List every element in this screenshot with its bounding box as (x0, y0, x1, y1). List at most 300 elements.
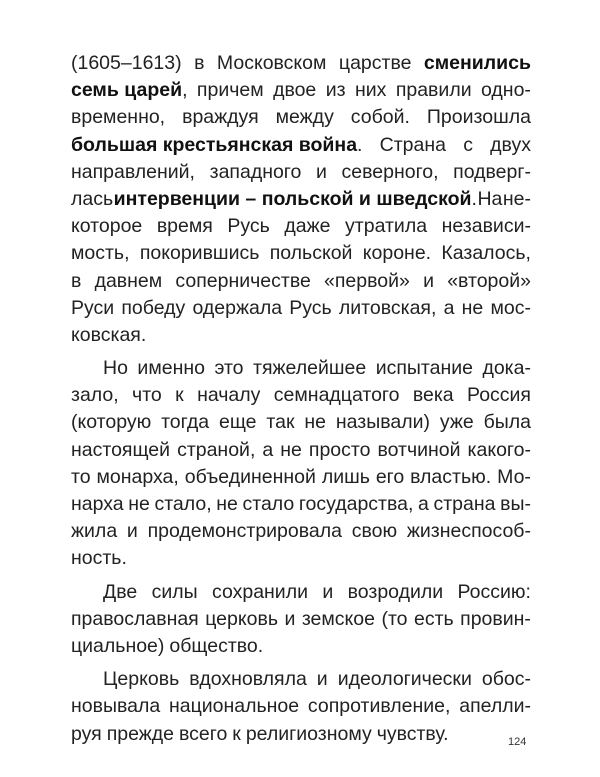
word-text: уже (439, 411, 474, 434)
word (137, 355, 205, 382)
text-line (71, 355, 531, 382)
word (462, 295, 484, 322)
word-text: свою (351, 520, 398, 543)
text-line (71, 464, 531, 491)
text-line (71, 268, 531, 295)
word-text: дока- (482, 357, 531, 380)
word-text: с (463, 133, 473, 156)
text-line (71, 437, 531, 464)
word (477, 186, 502, 213)
word-text: и (423, 269, 434, 292)
text-line (71, 322, 531, 349)
word-text: давнем (94, 269, 163, 292)
word (192, 295, 282, 322)
word-text: силы (151, 580, 198, 603)
word-text: не (280, 438, 302, 461)
word (262, 437, 273, 464)
text-line (71, 491, 531, 518)
word (284, 213, 330, 240)
word-text: , (182, 79, 188, 102)
word-text: Русь (227, 215, 270, 238)
word-text: ность. (71, 547, 127, 570)
paragraph (71, 666, 531, 748)
text-line (71, 579, 531, 606)
word-text: какого- (467, 438, 531, 461)
word-text: была (483, 411, 531, 434)
text-line (71, 633, 531, 660)
word (71, 409, 151, 436)
word (308, 693, 451, 720)
word (442, 213, 531, 240)
word-text: . (471, 187, 477, 210)
word-text: двое (273, 79, 317, 102)
word-text: На (477, 187, 503, 210)
word-text: нарха (71, 493, 124, 515)
word-text: Руси (71, 296, 115, 319)
word (380, 132, 446, 159)
word (140, 240, 260, 267)
word-text: стало, (154, 493, 212, 515)
word-text: что (132, 384, 162, 407)
word (182, 104, 259, 131)
word (351, 104, 410, 131)
word-text: одно- (481, 79, 531, 102)
word (205, 606, 278, 633)
word-text: польской (269, 242, 353, 265)
word (71, 186, 113, 213)
word-text: то (71, 465, 91, 488)
word (500, 491, 531, 518)
word-text: а (443, 296, 455, 319)
word-text: них (354, 79, 387, 102)
word (414, 606, 454, 633)
word (352, 518, 397, 545)
word-text: чувству. (376, 722, 449, 745)
word-text: соперничестве (175, 269, 311, 292)
word-text: стало (242, 493, 295, 515)
word (299, 491, 414, 518)
word (217, 50, 327, 77)
word (336, 409, 430, 436)
word (458, 579, 531, 606)
word (71, 268, 81, 295)
word (246, 721, 372, 748)
word (396, 77, 472, 104)
word-text: независи- (441, 215, 531, 238)
word (71, 545, 127, 572)
page-number: 124 (508, 736, 527, 748)
word (219, 409, 257, 436)
word-text: короне. (362, 242, 432, 265)
word-text: века (412, 384, 454, 407)
word (161, 409, 209, 436)
word (316, 159, 327, 186)
word-text: западного (209, 160, 302, 183)
word (121, 295, 185, 322)
word (410, 464, 491, 491)
word-text: жизнеспособ- (406, 520, 531, 543)
word-text: страной, (177, 438, 256, 461)
word (169, 633, 263, 660)
word (453, 159, 531, 186)
word-text: Но (103, 357, 128, 380)
word (127, 518, 138, 545)
word-text: одержала (192, 296, 283, 319)
word-text: из (325, 79, 346, 102)
word-text: северного, (341, 160, 439, 183)
word (152, 579, 198, 606)
word (71, 77, 188, 104)
word-text: именно (137, 357, 205, 380)
word (490, 132, 531, 159)
text-line (71, 77, 531, 104)
word-text: национальное (168, 695, 300, 718)
word (355, 77, 386, 104)
text-line (71, 295, 531, 322)
word (232, 721, 241, 748)
word-text: не- (502, 187, 531, 210)
word (440, 409, 474, 436)
word-text: двух (490, 133, 531, 156)
word (214, 355, 243, 382)
word (107, 721, 174, 748)
word-text: Произошла (426, 106, 531, 129)
word (71, 693, 160, 720)
word (447, 268, 531, 295)
word-text: Россия (467, 384, 531, 407)
word (179, 721, 227, 748)
word-text: в (194, 52, 205, 74)
word-text: страна (433, 493, 496, 515)
word-text: в (71, 269, 82, 292)
word-text: еще (219, 411, 257, 434)
word (71, 382, 119, 409)
word-text: новывала (71, 695, 161, 718)
word (413, 382, 454, 409)
word-text: которое (71, 215, 143, 238)
word (481, 77, 531, 104)
text-line (71, 382, 531, 409)
word-text: так (266, 411, 295, 434)
word (97, 464, 179, 491)
word (71, 104, 165, 131)
word (377, 437, 460, 464)
word (194, 50, 204, 77)
word (114, 186, 477, 213)
word-text: даже (284, 215, 331, 238)
word (338, 666, 472, 693)
word (482, 666, 531, 693)
word (441, 240, 531, 267)
text-line (71, 409, 531, 436)
bold-term: семь царей (71, 79, 183, 102)
word (210, 159, 302, 186)
word-text: Страна (379, 133, 446, 156)
text-line (71, 666, 531, 693)
word-text: и (316, 668, 328, 691)
word (339, 295, 437, 322)
word-text: мость, (71, 242, 130, 265)
word (322, 579, 333, 606)
word (304, 409, 326, 436)
word (71, 437, 170, 464)
word (324, 268, 410, 295)
text-line (71, 240, 531, 267)
word-text: Две (103, 580, 138, 603)
word-text: и (284, 607, 296, 630)
word-text: земское (301, 607, 375, 630)
word-text: всего (179, 722, 228, 745)
word (71, 633, 164, 660)
word-text: прежде (106, 722, 175, 745)
word (175, 268, 310, 295)
word (103, 579, 137, 606)
paragraph (71, 355, 531, 573)
word-text: руя (71, 722, 102, 745)
word-text: монарха, (96, 465, 179, 488)
word (71, 606, 199, 633)
word-text: православная (71, 607, 199, 630)
word (177, 437, 255, 464)
word (322, 464, 370, 491)
word-text: покорившись (139, 242, 260, 265)
word (273, 77, 316, 104)
word-text: а (418, 493, 429, 515)
word (317, 666, 328, 693)
word-text: возродили (347, 580, 444, 603)
word-text: семнадцатого (273, 384, 400, 407)
text-line (71, 104, 531, 131)
word (284, 606, 295, 633)
word-text: есть (414, 607, 454, 630)
word (71, 721, 102, 748)
word (71, 240, 130, 267)
word (490, 295, 531, 322)
word (189, 666, 307, 693)
word (128, 491, 150, 518)
word-text: настоящей (71, 438, 171, 461)
word (227, 213, 269, 240)
word-text: временно, (71, 106, 166, 129)
word (197, 382, 260, 409)
word (433, 491, 495, 518)
word-text: и (126, 520, 138, 543)
word (280, 437, 302, 464)
word-text: продемонстрировала (147, 520, 342, 543)
text-line (71, 693, 531, 720)
paragraph (71, 50, 531, 349)
word (274, 382, 400, 409)
word (103, 666, 179, 693)
word (197, 77, 264, 104)
word-text: апелли- (459, 695, 531, 718)
text-line (71, 721, 531, 748)
word (339, 50, 412, 77)
word-text: тяжелейшее (253, 357, 367, 380)
word-text: сохранили (212, 580, 308, 603)
word-text: тогда (161, 411, 210, 434)
word-text: враждуя (182, 106, 259, 129)
word (484, 409, 531, 436)
word (418, 491, 429, 518)
word-text: «второй» (447, 269, 531, 292)
word (71, 295, 114, 322)
body-text (71, 50, 531, 748)
text-line (71, 132, 531, 159)
word (103, 355, 128, 382)
word (376, 355, 473, 382)
text-line (71, 518, 531, 545)
word (185, 464, 316, 491)
word-text: идеологически (337, 668, 472, 691)
word-text: подверг- (453, 160, 531, 183)
word-text: Русь (289, 296, 332, 319)
word-text: провин- (460, 607, 531, 630)
word-text: утратила (345, 215, 428, 238)
word-text: к (232, 722, 241, 745)
word (148, 518, 342, 545)
text-line (71, 545, 531, 572)
word-text: победу (121, 296, 186, 319)
word-text: общество. (169, 634, 264, 657)
word-text: лишь (321, 465, 370, 488)
word-text: к (175, 384, 184, 407)
word (71, 518, 117, 545)
word (253, 355, 366, 382)
word (381, 606, 407, 633)
text-line (71, 186, 531, 213)
word-text: не (304, 411, 326, 434)
word (71, 491, 124, 518)
word-text: лась (71, 187, 114, 210)
word-text: религиозному (245, 722, 372, 745)
word-text: и (315, 160, 327, 183)
word (424, 50, 531, 77)
word (377, 721, 449, 748)
word (444, 295, 455, 322)
word-text: властью. (410, 465, 492, 488)
word-text: между (275, 106, 334, 129)
word-text: мос- (490, 296, 531, 319)
word (175, 382, 184, 409)
word-text: Россию: (457, 580, 531, 603)
word (463, 132, 473, 159)
word-text: не (128, 493, 150, 515)
word (212, 579, 308, 606)
word-text: испытание (375, 357, 473, 380)
text-line (71, 159, 531, 186)
word-text: государства, (298, 493, 414, 515)
word (363, 240, 431, 267)
word-text: не (461, 296, 484, 319)
bold-term: интервенции – польской и шведской (113, 187, 472, 210)
word (95, 268, 163, 295)
word-text: объединенной (184, 465, 316, 488)
word (427, 104, 531, 131)
word (482, 355, 531, 382)
word (266, 409, 294, 436)
word (154, 491, 211, 518)
word-text: царстве (338, 52, 412, 74)
word-text: литовская, (338, 296, 437, 319)
word (289, 295, 331, 322)
word-text: Московском (216, 52, 327, 74)
word-text: зало, (71, 384, 119, 407)
word-text: Церковь (103, 668, 180, 691)
word-text: (которую (71, 411, 152, 434)
text-line (71, 50, 531, 77)
word-text: началу (197, 384, 261, 407)
word-text: правили (395, 79, 472, 102)
word (326, 77, 346, 104)
word-text: жила (71, 520, 118, 543)
word-text: . (357, 133, 363, 156)
word (342, 159, 439, 186)
word (242, 491, 294, 518)
word (157, 213, 213, 240)
word-text: это (214, 357, 244, 380)
text-line (71, 213, 531, 240)
word-text: направлений, (71, 160, 195, 183)
word-text: просто (308, 438, 371, 461)
word-text: циальное) (71, 634, 165, 657)
word (132, 382, 162, 409)
word (459, 693, 531, 720)
word (460, 606, 531, 633)
word (71, 464, 91, 491)
word (216, 491, 238, 518)
word-text: (1605–1613) (71, 52, 182, 74)
word-text: время (156, 215, 213, 238)
word-text: «первой» (324, 269, 410, 292)
word (71, 132, 362, 159)
text-line (71, 606, 531, 633)
word-text: обос- (481, 668, 531, 691)
word (423, 268, 434, 295)
word-text: не (216, 493, 238, 515)
word-text: называли) (335, 411, 430, 434)
word (467, 382, 531, 409)
paragraph (71, 579, 531, 661)
word-text: причем (196, 79, 264, 102)
word-text: собой. (350, 106, 410, 129)
word (345, 213, 427, 240)
word-text: церковь (205, 607, 278, 630)
word-text: его (375, 465, 405, 488)
word (169, 693, 299, 720)
word (71, 213, 142, 240)
word-text: и (322, 580, 334, 603)
word-text: а (262, 438, 274, 461)
word (407, 518, 531, 545)
word (309, 437, 371, 464)
word-text: ковская. (71, 323, 147, 346)
word (376, 464, 404, 491)
word (71, 322, 146, 349)
word (348, 579, 444, 606)
word-text: Мо- (497, 465, 531, 488)
word-text: сопротивление, (307, 695, 451, 718)
word (71, 50, 182, 77)
word (270, 240, 353, 267)
bold-term: сменились (423, 52, 531, 74)
word-text: (то (381, 607, 408, 630)
word-text: вы- (500, 493, 531, 515)
word (71, 159, 195, 186)
word (503, 186, 531, 213)
word-text: вотчиной (377, 438, 461, 461)
word (276, 104, 334, 131)
